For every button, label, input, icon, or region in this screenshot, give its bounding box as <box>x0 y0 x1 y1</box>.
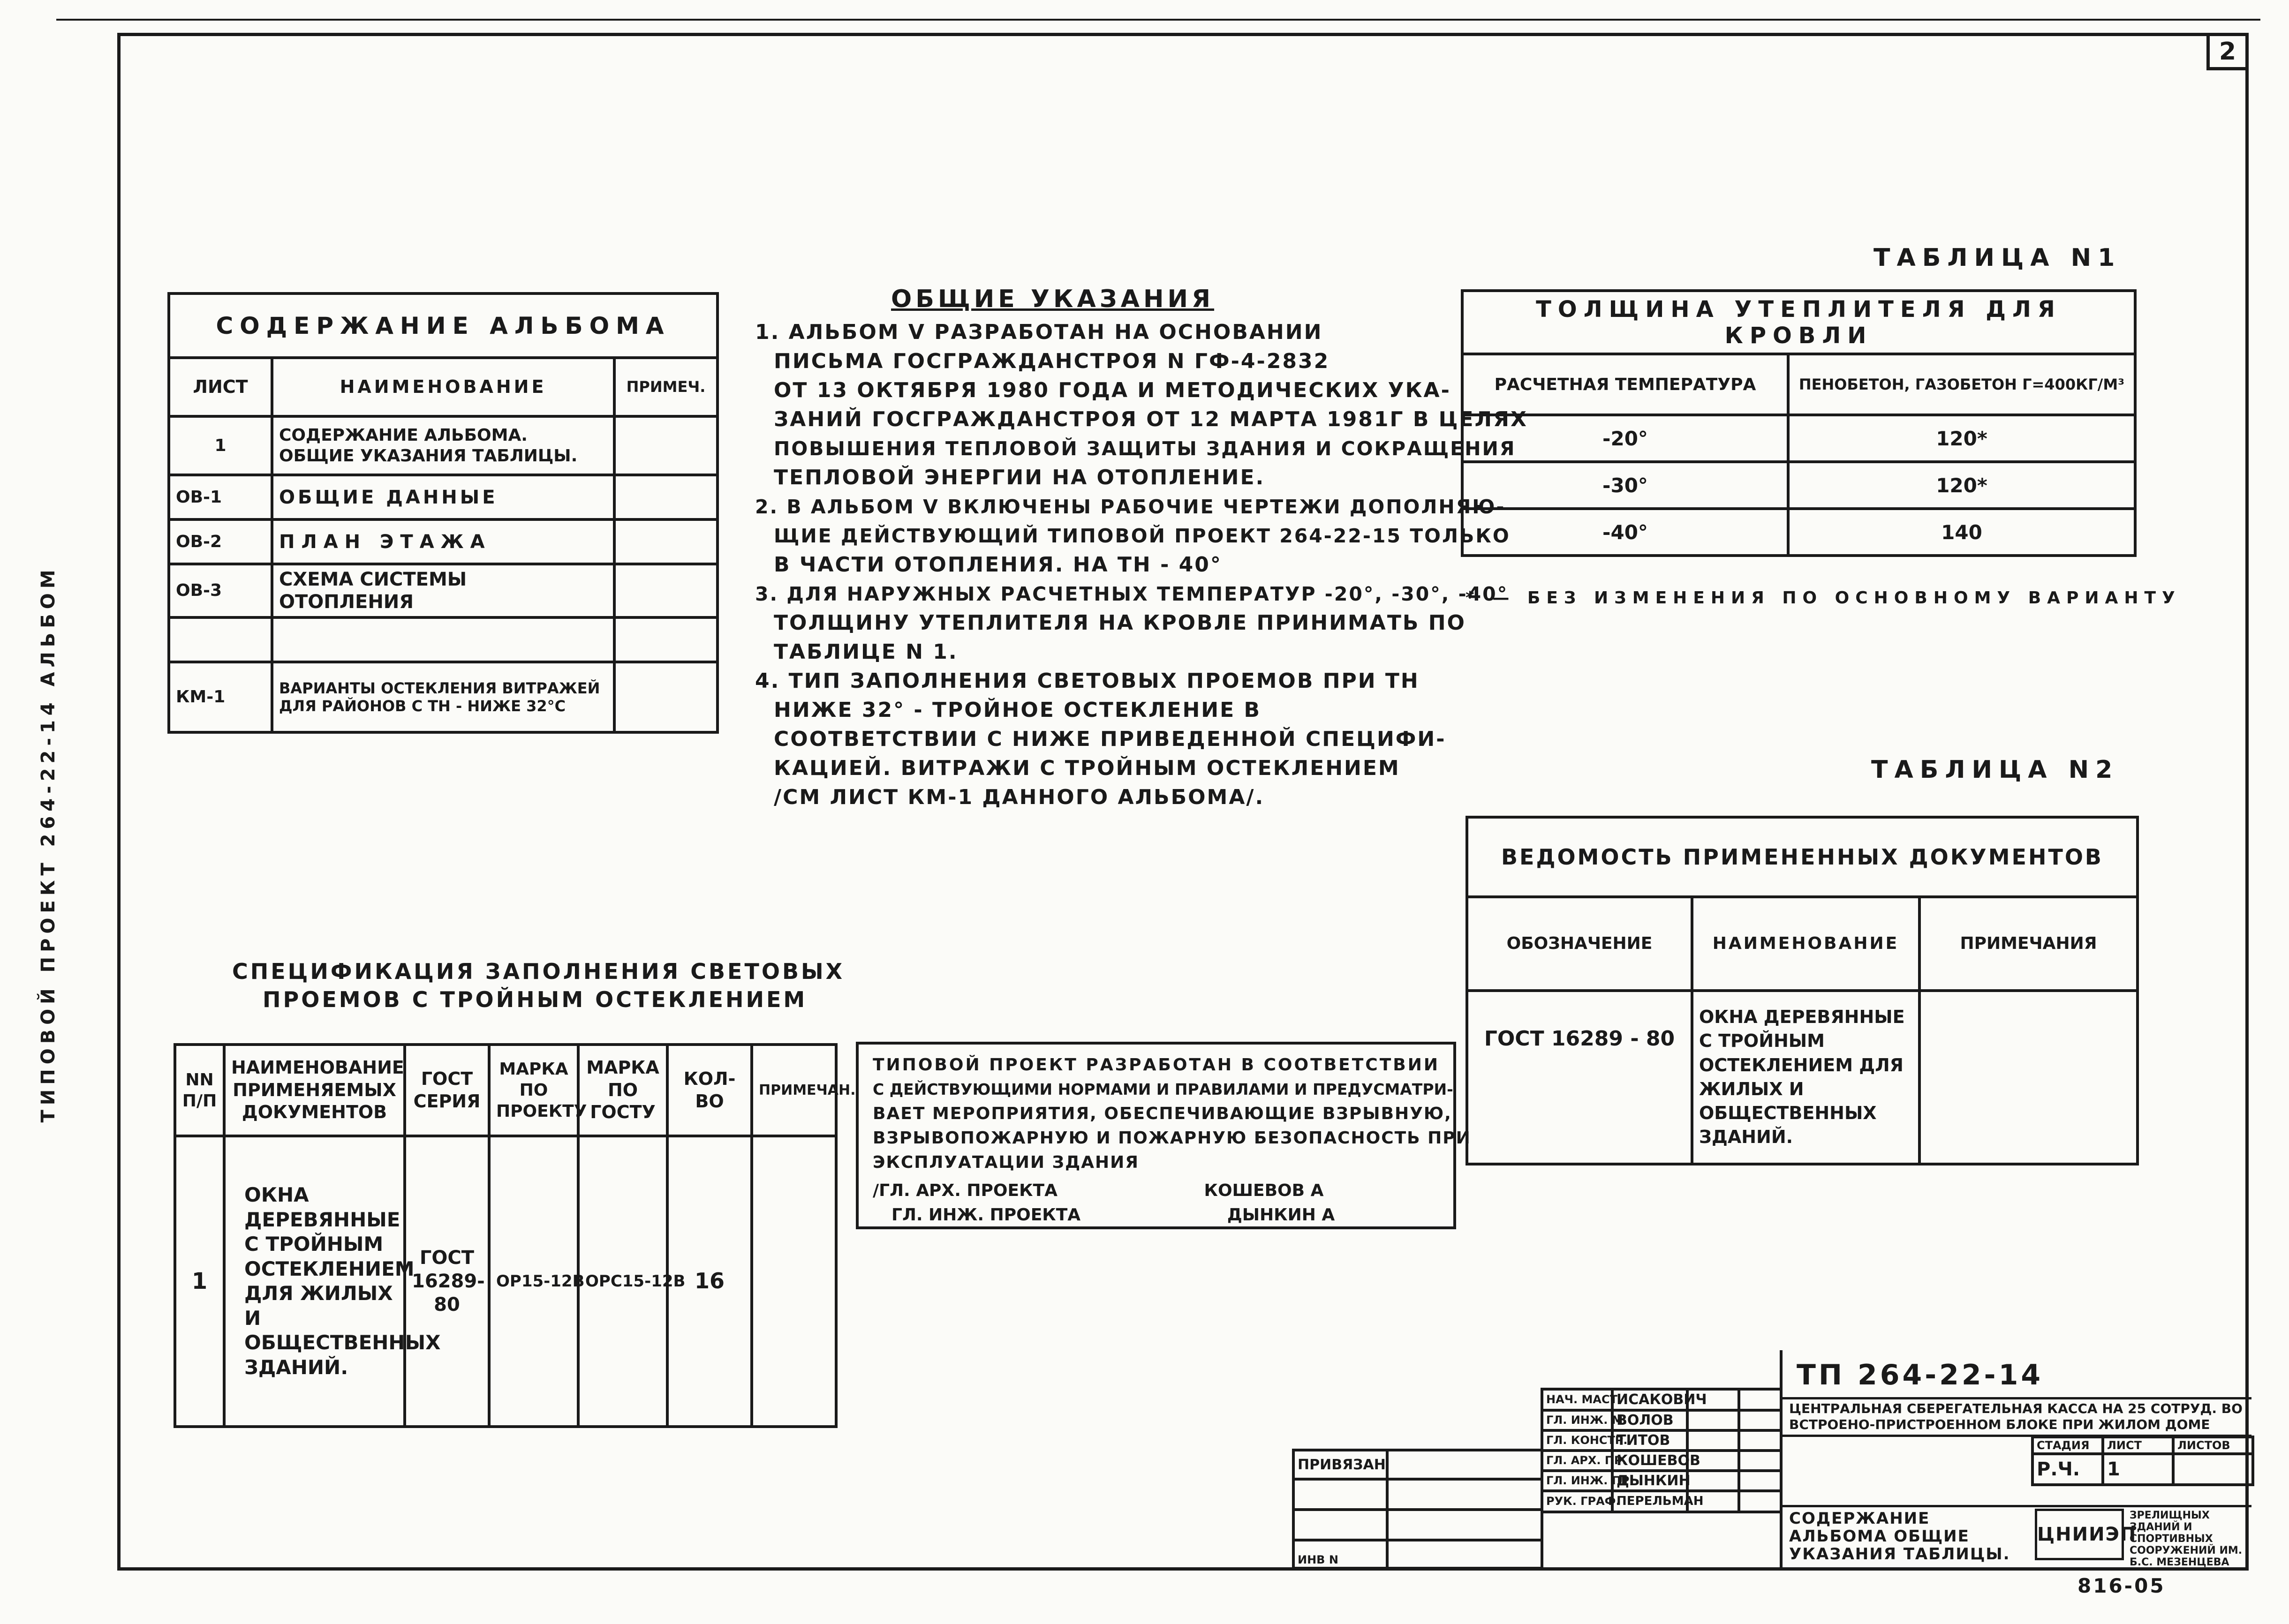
contents-row <box>169 416 718 475</box>
table1-footnote: * — БЕЗ ИЗМЕНЕНИЯ ПО ОСНОВНОМУ ВАРИАНТУ <box>1466 588 2181 608</box>
table2-header-name: НАИМЕНОВАНИЕ <box>1692 897 1919 991</box>
notes-line: 3. ДЛЯ НАРУЖНЫХ РАСЧЕТНЫХ ТЕМПЕРАТУР -20°, -30°, -40° <box>755 583 1509 605</box>
spec-header-name: НАИМЕНОВАНИЕ ПРИМЕНЯЕМЫХ ДОКУМЕНТОВ <box>224 1045 405 1136</box>
table1 <box>1461 289 2137 557</box>
spec-header-mark-gost: МАРКА ПО ГОСТУ <box>578 1045 667 1136</box>
privyazan-blank <box>1293 1510 1387 1540</box>
table1-temp-cell: -40° <box>1462 509 1788 556</box>
sheets-value <box>2173 1454 2253 1485</box>
contents-name-cell: ВАРИАНТЫ ОСТЕКЛЕНИЯ ВИТРАЖЕЙ ДЛЯ РАЙОНОВ С TН - НИЖЕ 32°С <box>272 662 614 732</box>
staff-date <box>1739 1389 1781 1410</box>
top-edge-line <box>56 19 2260 21</box>
contents-name-cell: СХЕМА СИСТЕМЫ ОТОПЛЕНИЯ <box>272 564 614 617</box>
staff-role: ГЛ. КОНСТР. <box>1542 1430 1612 1451</box>
contents-name-cell: СОДЕРЖАНИЕ АЛЬБОМА. ОБЩИЕ УКАЗАНИЯ ТАБЛИЦЫ. <box>272 416 614 475</box>
table2-label: ТАБЛИЦА N2 <box>1871 756 2119 784</box>
notes-line: В ЧАСТИ ОТОПЛЕНИЯ. НА TН - 40° <box>774 553 1222 577</box>
contents-note-cell <box>614 662 718 732</box>
staff-signature <box>1687 1471 1739 1491</box>
staff-row <box>1542 1451 1781 1471</box>
table2-row <box>1467 991 2138 1164</box>
spec-table <box>174 1043 856 1428</box>
table1-row <box>1462 462 2135 509</box>
staff-role: РУК. ГРАФ. <box>1542 1491 1612 1512</box>
contents-sheet-cell: КМ-1 <box>169 662 272 732</box>
staff-date <box>1739 1410 1781 1430</box>
stage-value: Р.Ч. <box>2032 1454 2103 1485</box>
contents-sheet-cell: ОВ-3 <box>169 564 272 617</box>
staff-name: ИСАКОВИЧ <box>1612 1389 1687 1410</box>
org-name: ЗРЕЛИЩНЫХ ЗДАНИЙ И СПОРТИВНЫХ СООРУЖЕНИЙ ИМ. Б.С. МЕЗЕНЦЕВА <box>2130 1510 2243 1568</box>
contents-note-cell <box>614 519 718 564</box>
spec-mark-project-cell: ОР15-12В <box>489 1136 578 1427</box>
notes-line: ТЕПЛОВОЙ ЭНЕРГИИ НА ОТОПЛЕНИЕ. <box>774 466 1265 489</box>
staff-date <box>1739 1491 1781 1512</box>
stage-label: СТАДИЯ <box>2032 1437 2103 1454</box>
statement-line: ТИПОВОЙ ПРОЕКТ РАЗРАБОТАН В СООТВЕТСТВИИ <box>873 1055 1440 1075</box>
titleblock-rule <box>1783 1505 2251 1507</box>
spec-header-mark-project: МАРКА ПО ПРОЕКТУ <box>489 1045 578 1136</box>
contents-row <box>169 519 718 564</box>
table1-row <box>1462 415 2135 462</box>
statement-box <box>856 1042 1471 1229</box>
staff-signature <box>1687 1430 1739 1451</box>
staff-date <box>1739 1471 1781 1491</box>
staff-date <box>1739 1451 1781 1471</box>
notes-line: ОТ 13 ОКТЯБРЯ 1980 ГОДА И МЕТОДИЧЕСКИХ УКА- <box>774 378 1451 402</box>
staff-role: ГЛ. АРХ. ПР. <box>1542 1451 1612 1471</box>
contents-row <box>169 617 718 662</box>
contents-header-sheet: ЛИСТ <box>169 358 272 416</box>
spec-row <box>175 1136 836 1427</box>
table1-value-cell: 140 <box>1788 509 2135 556</box>
staff-name: ПЕРЕЛЬМАН <box>1612 1491 1687 1512</box>
privyazan-blank <box>1387 1479 1542 1510</box>
spec-name-cell: ОКНА ДЕРЕВЯННЫЕ С ТРОЙНЫМ ОСТЕКЛЕНИЕМ ДЛЯ ЖИЛЫХ И ОБЩЕСТВЕННЫХ ЗДАНИЙ. <box>224 1136 405 1427</box>
spec-title-line: СПЕЦИФИКАЦИЯ ЗАПОЛНЕНИЯ СВЕТОВЫХ <box>232 959 845 984</box>
titleblock-rule <box>1783 1397 2251 1399</box>
left-margin-label: ТИПОВОЙ ПРОЕКТ 264-22-14 АЛЬБОМ <box>38 565 59 1123</box>
staff-name: ДЫНКИН <box>1612 1471 1687 1491</box>
table1-header-material: ПЕНОБЕТОН, ГАЗОБЕТОН Γ=400КГ/М³ <box>1788 354 2135 415</box>
table2-name-cell: ОКНА ДЕРЕВЯННЫЕ С ТРОЙНЫМ ОСТЕКЛЕНИЕМ ДЛЯ ЖИЛЫХ И ОБЩЕСТВЕННЫХ ЗДАНИЙ. <box>1692 991 1919 1164</box>
spec-header-note: ПРИМЕЧАН. <box>752 1045 836 1136</box>
privyazan-blank <box>1387 1450 1542 1479</box>
notes-block <box>755 318 1528 812</box>
table1-value-cell: 120* <box>1788 415 2135 462</box>
notes-line: /СМ ЛИСТ КМ-1 ДАННОГО АЛЬБОМА/. <box>774 785 1265 809</box>
notes-line: ПИСЬМА ГОСГРАЖДАНСТРОЯ N ГФ-4-2832 <box>774 349 1330 373</box>
staff-name: ТИТОВ <box>1612 1430 1687 1451</box>
contents-name-cell: ОБЩИЕ ДАННЫЕ <box>272 475 614 519</box>
staff-row <box>1542 1410 1781 1430</box>
notes-line: ПОВЫШЕНИЯ ТЕПЛОВОЙ ЗАЩИТЫ ЗДАНИЯ И СОКРАЩЕНИЯ <box>774 437 1516 460</box>
staff-role: ГЛ. ИНЖ. ПР. <box>1542 1471 1612 1491</box>
notes-line: КАЦИЕЙ. ВИТРАЖИ С ТРОЙНЫМ ОСТЕКЛЕНИЕМ <box>774 756 1400 780</box>
table2-code-cell: ГОСТ 16289 - 80 <box>1467 991 1692 1164</box>
table1-label: ТАБЛИЦА N1 <box>1874 244 2122 272</box>
sheets-label: ЛИСТОВ <box>2173 1437 2253 1454</box>
statement-arch-label: /ГЛ. АРХ. ПРОЕКТА <box>873 1181 1058 1200</box>
contents-note-cell <box>614 564 718 617</box>
table1-temp-cell: -20° <box>1462 415 1788 462</box>
statement-line: ВЗРЫВОПОЖАРНУЮ И ПОЖАРНУЮ БЕЗОПАСНОСТЬ ПРИ <box>873 1128 1471 1148</box>
table1-row <box>1462 509 2135 556</box>
contents-header-name: НАИМЕНОВАНИЕ <box>272 358 614 416</box>
spec-header-num: NN П/П <box>175 1045 224 1136</box>
sheet-title: СОДЕРЖАНИЕ АЛЬБОМА ОБЩИЕ УКАЗАНИЯ ТАБЛИЦЫ. <box>1789 1509 2010 1564</box>
table1-header-temp: РАСЧЕТНАЯ ТЕМПЕРАТУРА <box>1462 354 1788 415</box>
privyazan-blank <box>1387 1510 1542 1540</box>
spec-title-line: ПРОЕМОВ С ТРОЙНЫМ ОСТЕКЛЕНИЕМ <box>263 987 808 1012</box>
staff-table <box>1541 1388 1783 1513</box>
titleblock-main <box>1780 1350 2249 1571</box>
org-logo: ЦНИИЭП <box>2035 1509 2124 1560</box>
contents-note-cell <box>614 475 718 519</box>
spec-title <box>232 957 845 1014</box>
statement-line: С ДЕЙСТВУЮЩИМИ НОРМАМИ И ПРАВИЛАМИ И ПРЕДУСМАТРИ- <box>873 1080 1453 1098</box>
staff-role: НАЧ. МАСТ. <box>1542 1389 1612 1410</box>
staff-role: ГЛ. ИНЖ. М. <box>1542 1410 1612 1430</box>
notes-line: ЩИЕ ДЕЙСТВУЮЩИЙ ТИПОВОЙ ПРОЕКТ 264-22-15 ТОЛЬКО <box>774 525 1511 547</box>
sheet-value: 1 <box>2103 1454 2173 1485</box>
staff-row <box>1542 1389 1781 1410</box>
staff-row <box>1542 1430 1781 1451</box>
contents-sheet-cell: 1 <box>169 416 272 475</box>
notes-line: ЗАНИЙ ГОСГРАЖДАНСТРОЯ ОТ 12 МАРТА 1981Г В ЦЕЛЯХ <box>774 407 1528 431</box>
privyazan-label: ПРИВЯЗАН <box>1293 1450 1387 1479</box>
privyazan-table <box>1292 1449 1543 1570</box>
statement-eng-name: ДЫНКИН А <box>1227 1205 1335 1225</box>
contents-title: СОДЕРЖАНИЕ АЛЬБОМА <box>169 293 718 358</box>
project-code: ТП 264-22-14 <box>1797 1359 2044 1391</box>
contents-row <box>169 662 718 732</box>
notes-line: НИЖЕ 32° - ТРОЙНОЕ ОСТЕКЛЕНИЕ В <box>774 698 1261 722</box>
spec-header-qty: КОЛ-ВО <box>667 1045 752 1136</box>
statement-arch-name: КОШЕВОВ А <box>1204 1181 1324 1200</box>
spec-gost-cell: ГОСТ 16289-80 <box>405 1136 489 1427</box>
contents-row <box>169 564 718 617</box>
contents-header-note: ПРИМЕЧ. <box>614 358 718 416</box>
contents-note-cell <box>614 617 718 662</box>
spec-header-gost: ГОСТ СЕРИЯ <box>405 1045 489 1136</box>
notes-line: ТОЛЩИНУ УТЕПЛИТЕЛЯ НА КРОВЛЕ ПРИНИМАТЬ ПО <box>774 611 1466 635</box>
notes-line: 4. ТИП ЗАПОЛНЕНИЯ СВЕТОВЫХ ПРОЕМОВ ПРИ TН <box>755 669 1420 693</box>
sheet-label: ЛИСТ <box>2103 1437 2173 1454</box>
staff-name: КОШЕВОВ <box>1612 1451 1687 1471</box>
contents-sheet-cell: ОВ-1 <box>169 475 272 519</box>
notes-line: ТАБЛИЦЕ N 1. <box>774 640 958 664</box>
staff-row <box>1542 1491 1781 1512</box>
staff-row <box>1542 1471 1781 1491</box>
project-description: ЦЕНТРАЛЬНАЯ СБЕРЕГАТЕЛЬНАЯ КАССА НА 25 СОТРУД. ВО ВСТРОЕНО-ПРИСТРОЕННОМ БЛОКЕ ПРИ ЖИЛОМ ДОМЕ <box>1789 1401 2243 1432</box>
statement-eng-label: ГЛ. ИНЖ. ПРОЕКТА <box>891 1205 1081 1225</box>
contents-table <box>167 292 719 734</box>
privyazan-blank <box>1293 1479 1387 1510</box>
contents-sheet-cell <box>169 617 272 662</box>
notes-line: 2. В АЛЬБОМ V ВКЛЮЧЕНЫ РАБОЧИЕ ЧЕРТЕЖИ ДОПОЛНЯЮ- <box>755 496 1506 518</box>
spec-num-cell: 1 <box>175 1136 224 1427</box>
spec-mark-gost-cell: ОРС15-12В <box>578 1136 667 1427</box>
spec-qty-cell: 16 <box>667 1136 752 1427</box>
table2 <box>1466 816 2139 1165</box>
notes-title: ОБЩИЕ УКАЗАНИЯ <box>891 285 1215 313</box>
contents-note-cell <box>614 416 718 475</box>
stage-table <box>2031 1436 2254 1486</box>
staff-signature <box>1687 1410 1739 1430</box>
table1-title: ТОЛЩИНА УТЕПЛИТЕЛЯ ДЛЯ КРОВЛИ <box>1462 291 2135 354</box>
notes-line: 1. АЛЬБОМ V РАЗРАБОТАН НА ОСНОВАНИИ <box>755 320 1323 344</box>
table2-header-note: ПРИМЕЧАНИЯ <box>1919 897 2138 991</box>
inv-label: ИНВ N <box>1293 1540 1387 1568</box>
table2-title: ВЕДОМОСТЬ ПРИМЕНЕННЫХ ДОКУМЕНТОВ <box>1467 817 2138 897</box>
sheet-number: 2 <box>2219 38 2236 66</box>
spec-note-cell <box>752 1136 836 1427</box>
table2-note-cell <box>1919 991 2138 1164</box>
title-block <box>1292 1350 2249 1571</box>
staff-date <box>1739 1430 1781 1451</box>
left-margin-text <box>38 516 66 1172</box>
inv-blank <box>1387 1540 1542 1568</box>
table2-header-code: ОБОЗНАЧЕНИЕ <box>1467 897 1692 991</box>
contents-name-cell <box>272 617 614 662</box>
statement-line: ЭКСПЛУАТАЦИИ ЗДАНИЯ <box>873 1153 1139 1172</box>
staff-name: ВОЛОВ <box>1612 1410 1687 1430</box>
statement-eng-row <box>873 1203 1444 1227</box>
contents-row <box>169 475 718 519</box>
table1-temp-cell: -30° <box>1462 462 1788 509</box>
notes-line: СООТВЕТСТВИИ С НИЖЕ ПРИВЕДЕННОЙ СПЕЦИФИ- <box>774 727 1446 751</box>
tail-code: 816-05 <box>2077 1574 2166 1597</box>
contents-sheet-cell: ОВ-2 <box>169 519 272 564</box>
statement-arch-row <box>873 1179 1444 1203</box>
table1-value-cell: 120* <box>1788 462 2135 509</box>
sheet-number-box <box>2206 33 2249 70</box>
statement-line: ВАЕТ МЕРОПРИЯТИЯ, ОБЕСПЕЧИВАЮЩИЕ ВЗРЫВНУЮ, <box>873 1104 1452 1123</box>
contents-name-cell: ПЛАН ЭТАЖА <box>272 519 614 564</box>
